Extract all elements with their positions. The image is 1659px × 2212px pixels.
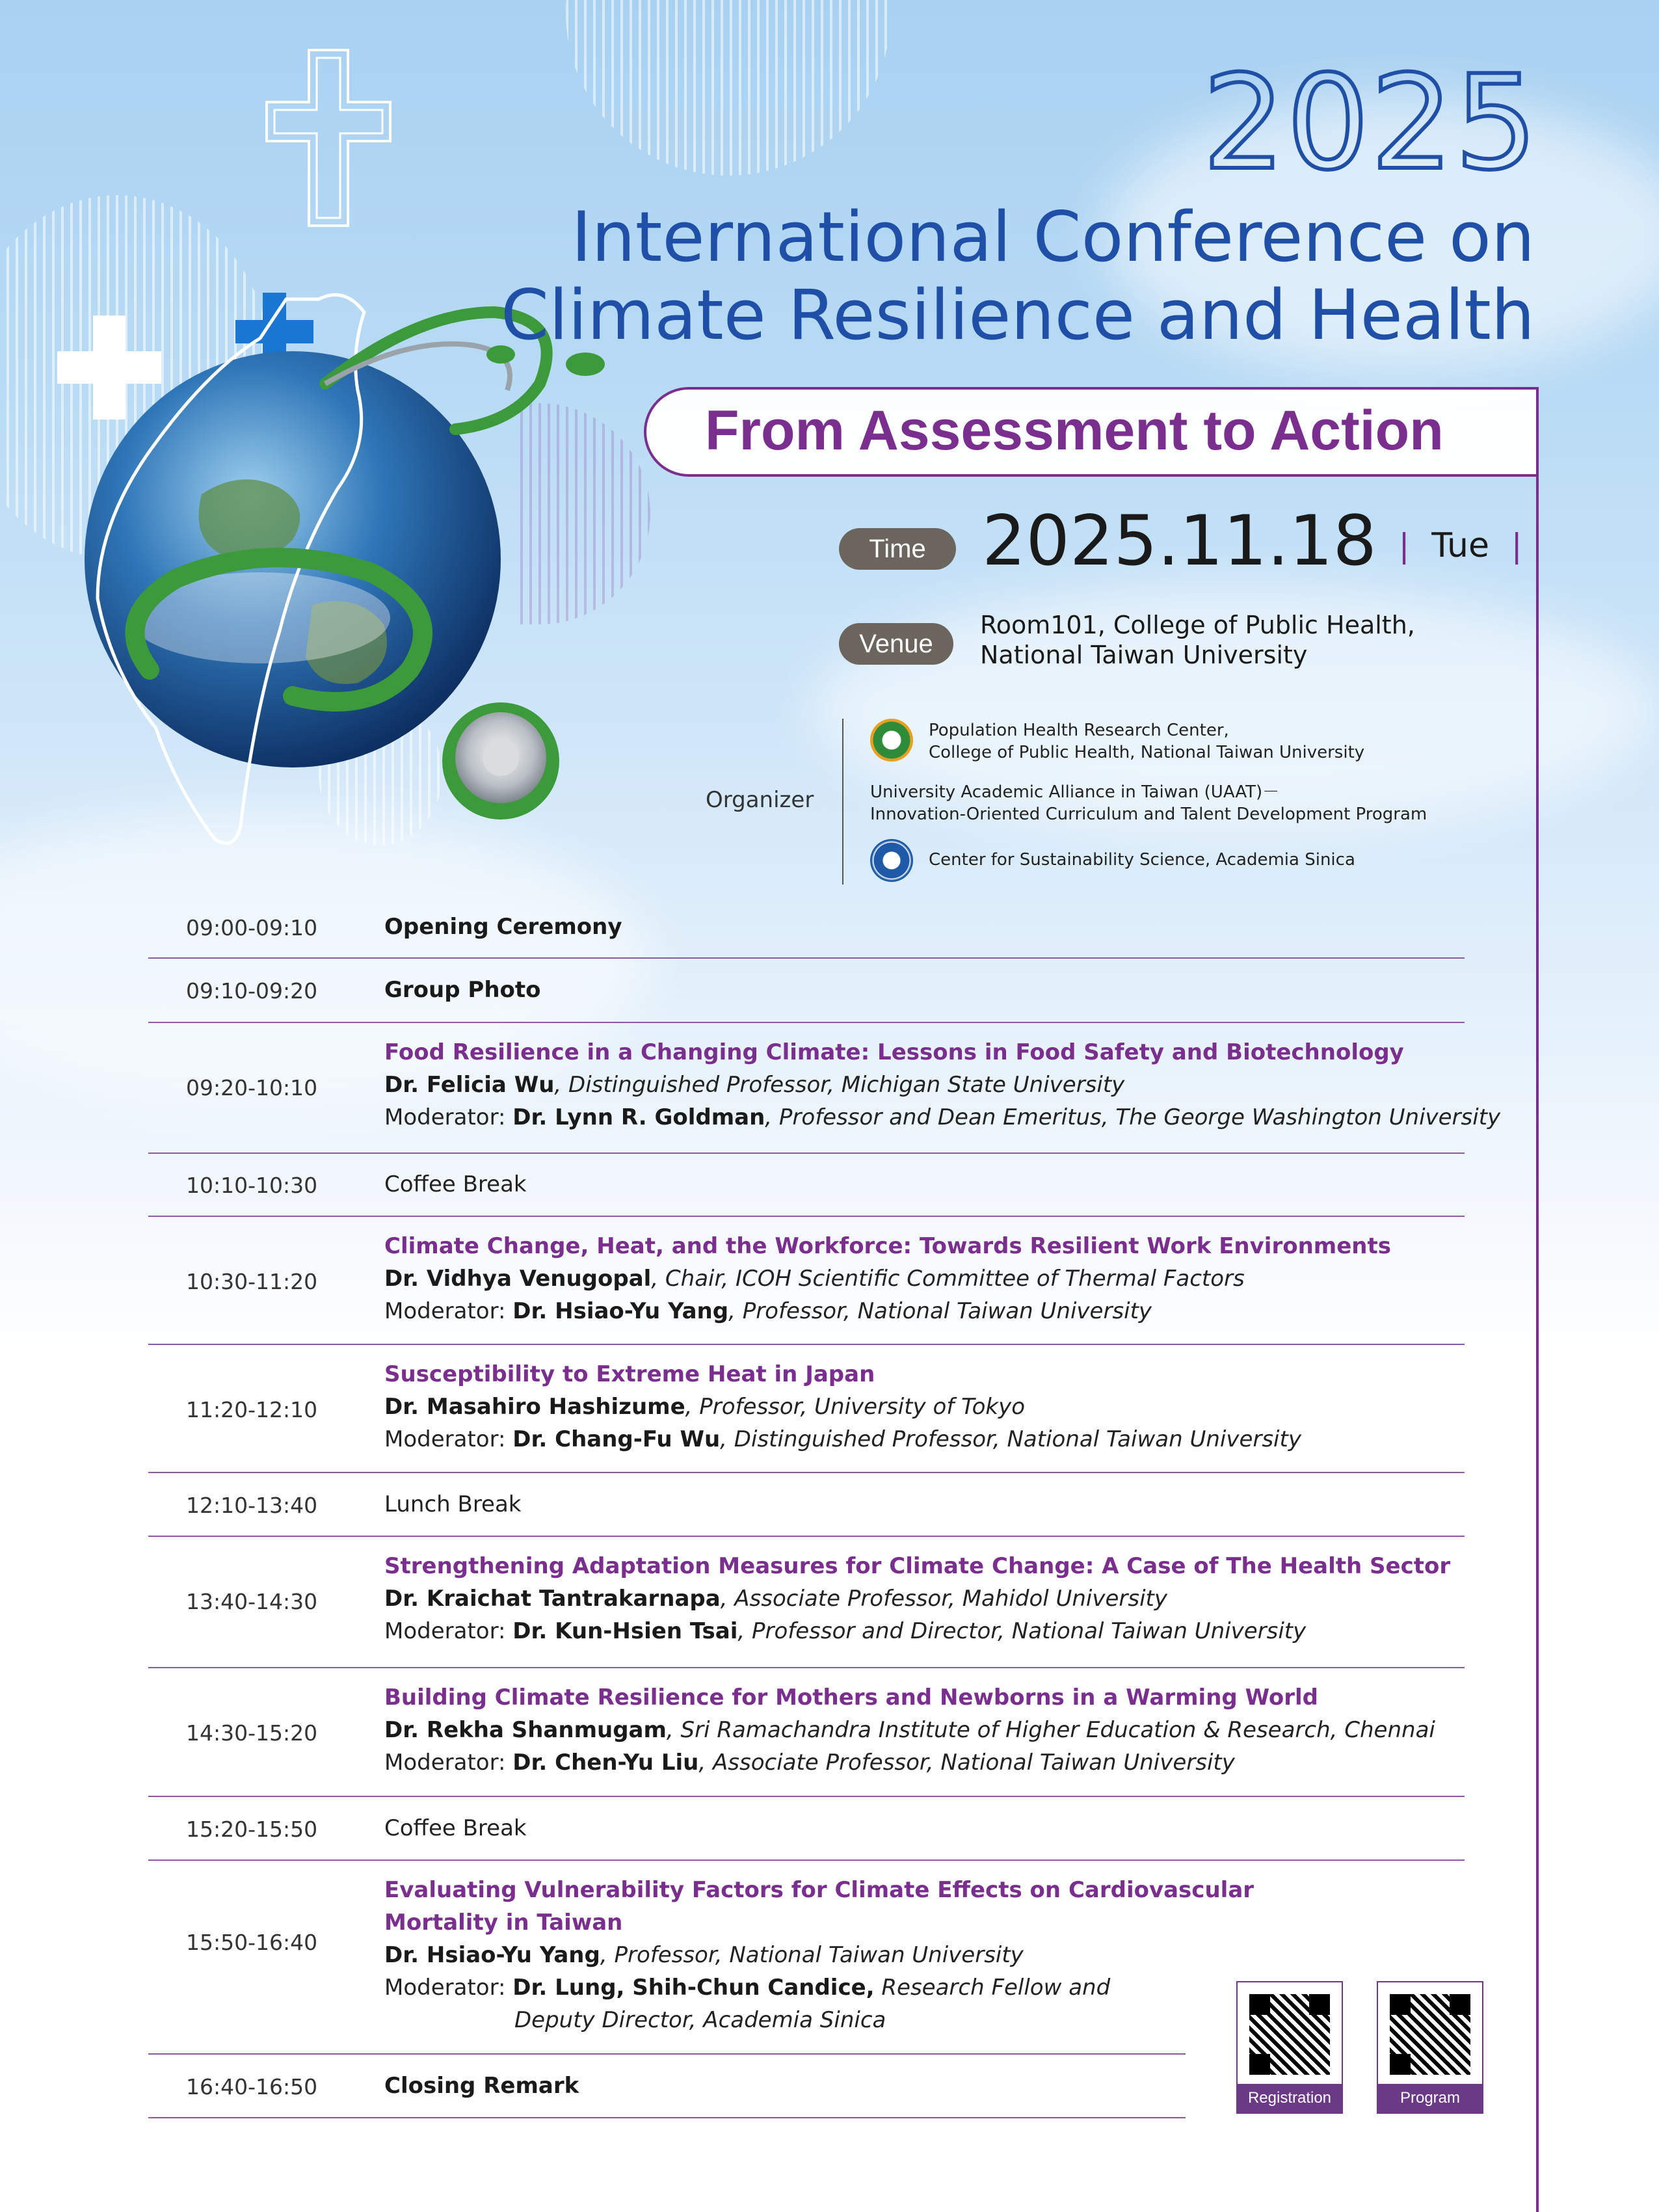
speaker-name: Dr. Rekha Shanmugam	[384, 1717, 667, 1743]
session-title: Lunch Break	[384, 1491, 522, 1517]
speaker-name: Dr. Vidhya Venugopal	[384, 1266, 652, 1292]
moderator-line	[384, 1295, 1391, 1327]
session-time: 12:10-13:40	[186, 1493, 318, 1518]
session-title: Strengthening Adaptation Measures for Climate Change: A Case of The Health Sector	[384, 1553, 1451, 1579]
speaker-affiliation: , Sri Ramachandra Institute of Higher Education & Research, Chennai	[666, 1717, 1435, 1743]
speaker-affiliation: , Distinguished Professor, Michigan State University	[554, 1072, 1125, 1098]
registration-caption: Registration	[1238, 2084, 1342, 2112]
schedule-row	[148, 904, 1465, 959]
program-qr-code[interactable]	[1377, 1981, 1483, 2114]
speaker-name: Dr. Kraichat Tantrakarnapa	[384, 1586, 721, 1612]
moderator-name: Dr. Chang-Fu Wu	[512, 1426, 721, 1452]
moderator-label: Moderator:	[384, 1298, 513, 1324]
venue-line-2: National Taiwan University	[980, 641, 1308, 669]
date-value: 2025.11.18	[982, 501, 1377, 581]
schedule-row	[148, 1797, 1465, 1861]
moderator-affiliation: Research Fellow and	[874, 1975, 1111, 2001]
schedule-row	[148, 1861, 1254, 2055]
date-separator: |	[1511, 527, 1522, 565]
session-time: 09:10-09:20	[186, 978, 318, 1004]
moderator-name: Dr. Chen-Yu Liu	[512, 1750, 699, 1776]
organizer-1-line-1: Population Health Research Center,	[929, 721, 1229, 740]
session-time: 09:00-09:10	[186, 915, 318, 940]
moderator-line	[384, 1746, 1435, 1779]
organizer-2	[870, 781, 1427, 825]
session-time: 10:10-10:30	[186, 1173, 318, 1198]
organizer-divider	[842, 719, 843, 885]
purple-border-line	[1536, 387, 1539, 2212]
schedule-row	[148, 959, 1465, 1023]
session-details	[384, 1874, 1254, 2036]
venue-pill: Venue	[839, 623, 953, 665]
session-details	[384, 1358, 1301, 1456]
moderator-line	[384, 1423, 1301, 1456]
session-time: 13:40-14:30	[186, 1589, 318, 1614]
session-title: Coffee Break	[384, 1171, 527, 1197]
program-caption: Program	[1378, 2084, 1482, 2112]
session-time: 15:20-15:50	[186, 1817, 318, 1842]
qr-code-icon	[1390, 1994, 1470, 2075]
speaker-line	[384, 1262, 1391, 1295]
moderator-label: Moderator:	[384, 1618, 513, 1644]
session-time: 14:30-15:20	[186, 1720, 318, 1746]
session-title: Closing Remark	[384, 2073, 579, 2099]
registration-qr-code[interactable]	[1236, 1981, 1343, 2114]
speaker-line	[384, 1069, 1500, 1101]
schedule-row	[148, 1217, 1465, 1345]
conference-year: 2025	[1202, 47, 1539, 199]
moderator-affiliation: , Professor and Dean Emeritus, The George Washington University	[765, 1104, 1501, 1130]
moderator-affiliation: , Distinguished Professor, National Taiwan University	[720, 1426, 1301, 1452]
outline-cross-icon	[263, 47, 393, 229]
speaker-affiliation: , Professor, National Taiwan University	[600, 1942, 1024, 1968]
venue-address	[980, 610, 1415, 670]
schedule-row	[148, 1473, 1465, 1537]
moderator-line	[384, 1615, 1450, 1647]
moderator-name: Dr. Hsiao-Yu Yang	[512, 1298, 729, 1324]
event-date	[982, 501, 1522, 581]
phrc-logo-icon	[870, 719, 913, 762]
organizer-3: Center for Sustainability Science, Academia Sinica	[929, 850, 1355, 870]
speaker-affiliation: , Associate Professor, Mahidol University	[720, 1586, 1168, 1612]
session-time: 09:20-10:10	[186, 1075, 318, 1100]
moderator-name: Dr. Lung, Shih-Chun Candice,	[512, 1975, 875, 2001]
moderator-label: Moderator:	[384, 1975, 513, 2001]
session-title: Climate Change, Heat, and the Workforce: Towards Resilient Work Environments	[384, 1233, 1391, 1259]
moderator-label: Moderator:	[384, 1750, 513, 1776]
moderator-name: Dr. Kun-Hsien Tsai	[512, 1618, 738, 1644]
organizer-2-line-2: Innovation-Oriented Curriculum and Talent Development Program	[870, 805, 1427, 824]
speaker-affiliation: , Chair, ICOH Scientific Committee of Thermal Factors	[651, 1266, 1245, 1292]
session-title-line-1: Evaluating Vulnerability Factors for Climate Effects on Cardiovascular	[384, 1877, 1254, 1903]
schedule-row	[148, 1154, 1465, 1217]
academia-sinica-logo-icon	[870, 839, 913, 882]
session-time: 16:40-16:50	[186, 2074, 318, 2099]
speaker-name: Dr. Masahiro Hashizume	[384, 1394, 685, 1420]
session-title: Food Resilience in a Changing Climate: Lessons in Food Safety and Biotechnology	[384, 1039, 1404, 1065]
speaker-affiliation: , Professor, University of Tokyo	[685, 1394, 1026, 1420]
schedule-row	[148, 1537, 1465, 1668]
day-of-week: Tue	[1431, 526, 1490, 566]
moderator-affiliation: , Professor and Director, National Taiwan University	[737, 1618, 1307, 1644]
speaker-line	[384, 1582, 1450, 1615]
moderator-line	[384, 1971, 1254, 2004]
moderator-name: Dr. Lynn R. Goldman	[512, 1104, 765, 1130]
session-title: Coffee Break	[384, 1815, 527, 1841]
session-time: 15:50-16:40	[186, 1930, 318, 1955]
session-details	[384, 1036, 1500, 1134]
moderator-affiliation: , Associate Professor, National Taiwan University	[698, 1750, 1235, 1776]
session-title: Susceptibility to Extreme Heat in Japan	[384, 1361, 875, 1387]
organizer-2-line-1: University Academic Alliance in Taiwan (UAAT)－	[870, 782, 1280, 802]
session-details	[384, 1550, 1450, 1647]
session-title-line-2: Mortality in Taiwan	[384, 1910, 623, 1936]
session-title: Opening Ceremony	[384, 914, 622, 940]
speaker-line	[384, 1939, 1254, 1971]
organizer-1	[929, 719, 1364, 764]
subtitle-banner	[644, 387, 1539, 477]
speaker-name: Dr. Hsiao-Yu Yang	[384, 1942, 600, 1968]
moderator-label: Moderator:	[384, 1104, 513, 1130]
schedule-row	[148, 1023, 1501, 1154]
title-line-2: Climate Resilience and Health	[500, 275, 1535, 355]
moderator-affiliation: , Professor, National Taiwan University	[728, 1298, 1152, 1324]
session-time: 11:20-12:10	[186, 1397, 318, 1422]
schedule-row	[148, 1345, 1465, 1473]
qr-code-icon	[1249, 1994, 1330, 2075]
speaker-line	[384, 1391, 1301, 1423]
time-pill: Time	[839, 528, 956, 570]
speaker-line	[384, 1714, 1435, 1746]
date-separator: |	[1398, 527, 1410, 565]
session-title: Building Climate Resilience for Mothers and Newborns in a Warming World	[384, 1685, 1318, 1711]
taiwan-globe-stethoscope-illustration	[78, 280, 637, 865]
session-title: Group Photo	[384, 977, 541, 1003]
moderator-label: Moderator:	[384, 1426, 513, 1452]
venue-line-1: Room101, College of Public Health,	[980, 611, 1415, 639]
conference-title	[455, 198, 1535, 354]
speaker-name: Dr. Felicia Wu	[384, 1072, 555, 1098]
moderator-affiliation-continued: Deputy Director, Academia Sinica	[514, 2007, 886, 2033]
stripe-circle-decoration	[566, 0, 891, 176]
schedule-row	[148, 1668, 1465, 1797]
moderator-line	[384, 1101, 1500, 1134]
session-details	[384, 1230, 1391, 1327]
organizer-label: Organizer	[706, 787, 814, 813]
organizer-1-line-2: College of Public Health, National Taiwan University	[929, 743, 1365, 762]
subtitle: From Assessment to Action	[705, 399, 1444, 462]
session-details	[384, 1681, 1435, 1779]
title-line-1: International Conference on	[571, 197, 1535, 277]
schedule-row	[148, 2055, 1186, 2118]
session-time: 10:30-11:20	[186, 1269, 318, 1294]
